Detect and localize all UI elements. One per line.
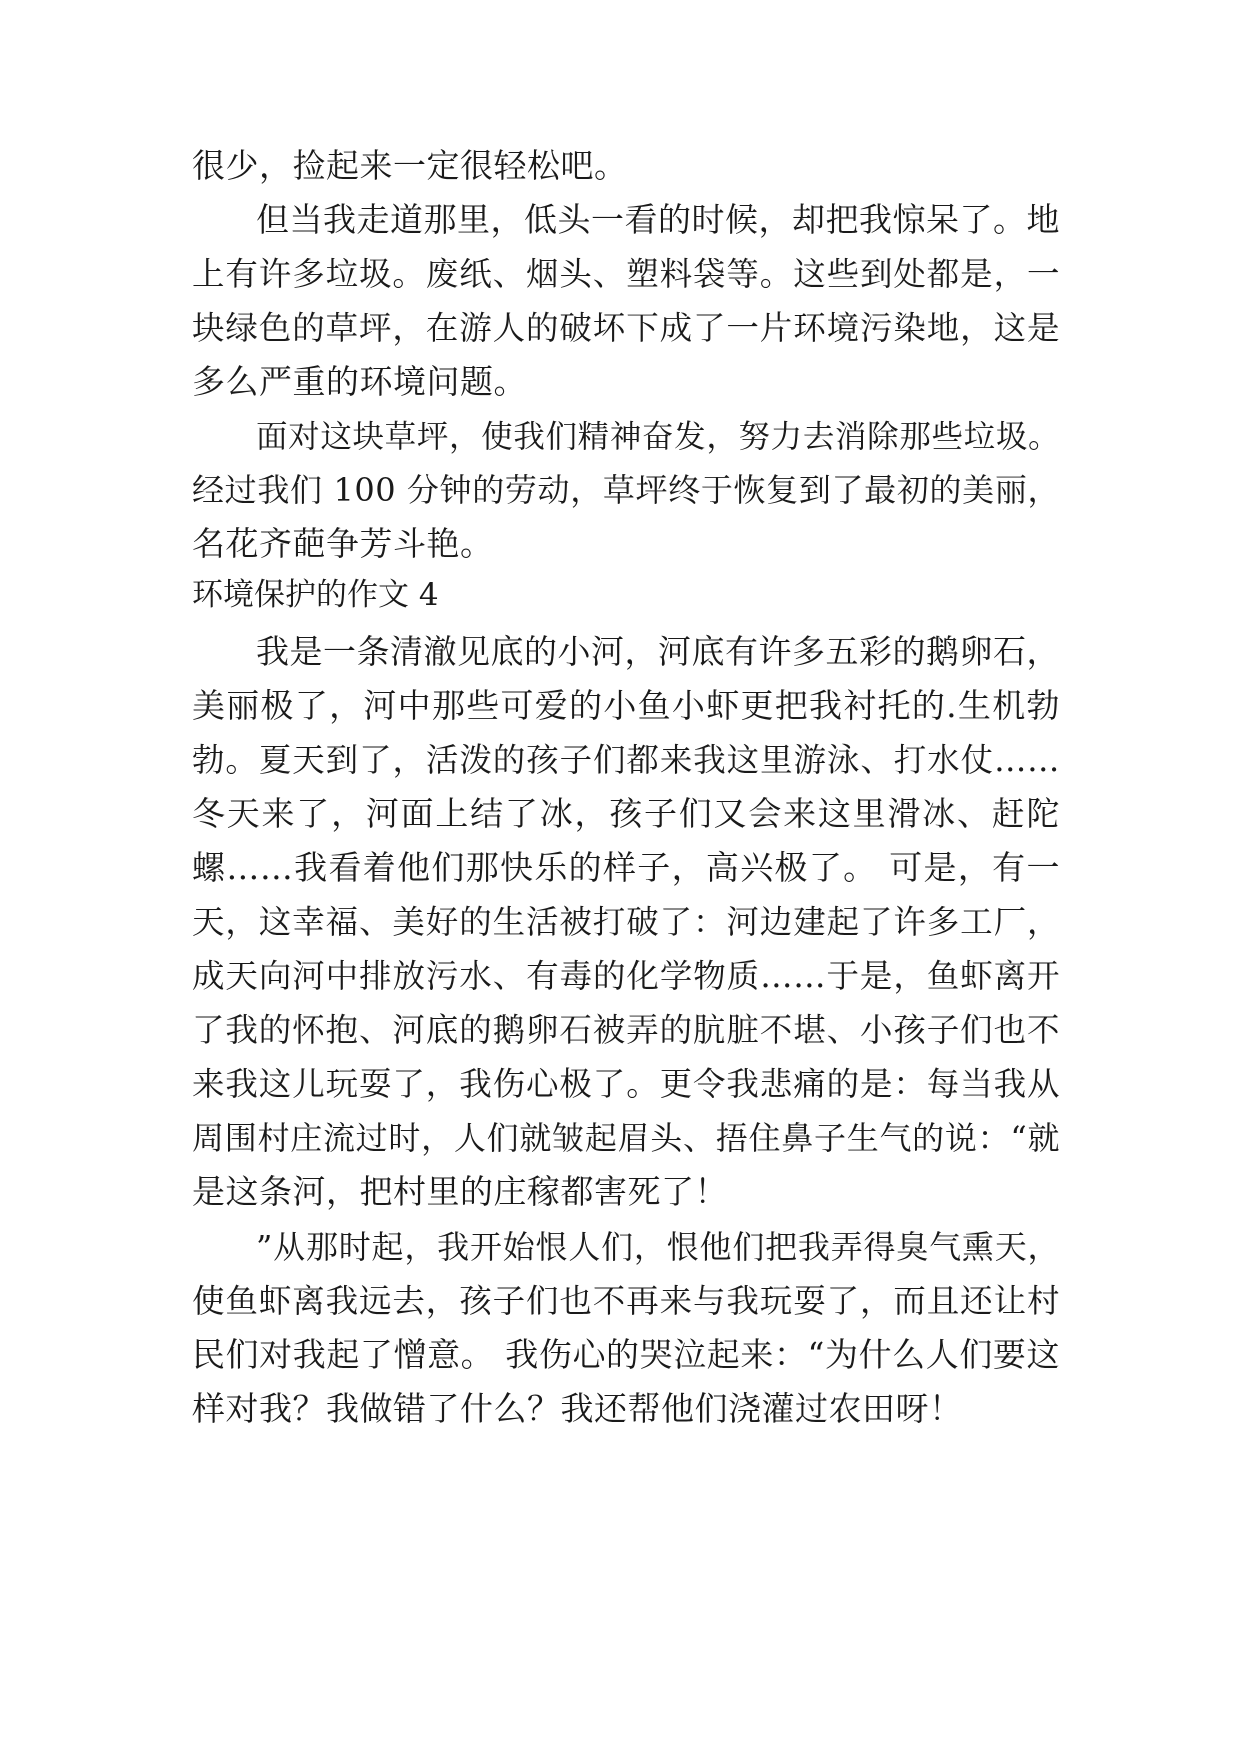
text-line: 经过我们 100 分钟的劳动，草坪终于恢复到了最初的美丽，: [192, 471, 1060, 509]
text-line: ”从那时起，我开始恨人们，恨他们把我弄得臭气熏天，: [256, 1228, 1060, 1266]
text-line: 我是一条清澈见底的小河，河底有许多五彩的鹅卵石，: [256, 632, 1060, 671]
text-line: 民们对我起了憎意。 我伤心的哭泣起来：“为什么人们要这: [192, 1335, 1060, 1374]
text-line: 天，这幸福、美好的生活被打破了：河边建起了许多工厂，: [192, 903, 1060, 941]
text-line: 冬天来了，河面上结了冰，孩子们又会来这里滑冰、赶陀: [192, 794, 1060, 833]
text-line: 上有许多垃圾。废纸、烟头、塑料袋等。这些到处都是，一: [192, 255, 1060, 293]
text-line: 螺……我看着他们那快乐的样子，高兴极了。 可是，有一: [192, 848, 1060, 887]
text-line: 了我的怀抱、河底的鹅卵石被弄的肮脏不堪、小孩子们也不: [192, 1011, 1060, 1049]
text-line: 周围村庄流过时，人们就皱起眉头、捂住鼻子生气的说：“就: [192, 1119, 1060, 1157]
text-line: 来我这儿玩耍了，我伤心极了。更令我悲痛的是：每当我从: [192, 1065, 1060, 1103]
text-line: 很少，捡起来一定很轻松吧。: [192, 146, 628, 185]
text-line: 美丽极了，河中那些可爱的小鱼小虾更把我衬托的.生机勃: [192, 686, 1060, 725]
text-line: 但当我走道那里，低头一看的时候，却把我惊呆了。地: [256, 200, 1060, 239]
text-line: 勃。夏天到了，活泼的孩子们都来我这里游泳、打水仗……: [192, 741, 1060, 779]
text-line: 面对这块草坪，使我们精神奋发，努力去消除那些垃圾。: [256, 419, 1060, 455]
text-line: 样对我？我做错了什么？我还帮他们浇灌过农田呀！: [192, 1389, 963, 1428]
text-line: 成天向河中排放污水、有毒的化学物质……于是，鱼虾离开: [192, 957, 1060, 995]
text-line: 多么严重的环境问题。: [192, 362, 527, 401]
text-line: 是这条河，把村里的庄稼都害死了！: [192, 1172, 728, 1211]
section-heading: 环境保护的作文 4: [192, 577, 439, 613]
text-line: 名花齐葩争芳斗艳。: [192, 524, 494, 563]
text-line: 块绿色的草坪，在游人的破坏下成了一片环境污染地，这是: [192, 309, 1060, 347]
text-line: 使鱼虾离我远去，孩子们也不再来与我玩耍了，而且还让村: [192, 1282, 1060, 1320]
